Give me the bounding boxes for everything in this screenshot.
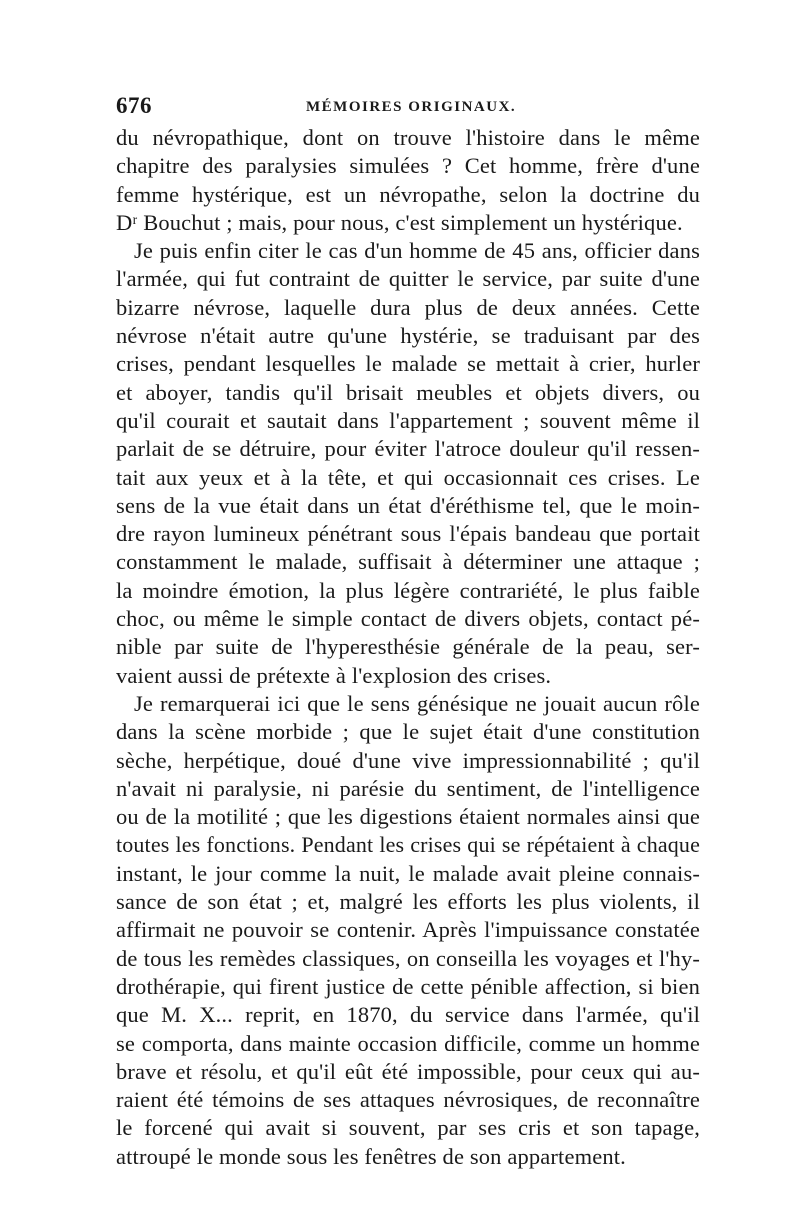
text-line: sèche, herpétique, doué d'une vive impressionnabilité ; qu'il	[116, 747, 700, 773]
text-line: qu'il courait et sautait dans l'appartement ; souvent même il	[116, 407, 700, 433]
text-line: se comporta, dans mainte occasion difficile, comme un homme	[116, 1030, 700, 1056]
text-line: femme hystérique, est un névropathe, selon la doctrine du	[116, 181, 700, 207]
text-line: Je puis enfin citer le cas d'un homme de 45 ans, officier dans	[134, 238, 700, 264]
text-line: bizarre névrose, laquelle dura plus de deux années. Cette	[116, 294, 700, 320]
page-header	[116, 93, 700, 123]
text-line: du névropathique, dont on trouve l'histoire dans le même	[116, 125, 700, 150]
text-line: sens de la vue était dans un état d'éréthisme tel, que le moin-	[116, 492, 700, 518]
text-line: nible par suite de l'hyperesthésie générale de la peau, ser-	[116, 634, 700, 660]
text-line: chapitre des paralysies simulées ? Cet homme, frère d'une	[116, 153, 700, 179]
text-line: que M. X... reprit, en 1870, du service dans l'armée, qu'il	[116, 1002, 700, 1028]
text-line: crises, pendant lesquelles le malade se mettait à crier, hurler	[116, 351, 700, 377]
text-line: constamment le malade, suffisait à déterminer une attaque ;	[116, 549, 700, 575]
text-line: Dʳ Bouchut ; mais, pour nous, c'est simplement un hystérique.	[116, 209, 683, 235]
text-line: parlait de se détruire, pour éviter l'atroce douleur qu'il ressen-	[116, 436, 700, 462]
text-line: sance de son état ; et, malgré les efforts les plus violents, il	[116, 889, 700, 915]
text-line: le forcené qui avait si souvent, par ses cris et son tapage,	[116, 1115, 700, 1141]
text-line: tait aux yeux et à la tête, et qui occasionnait ces crises. Le	[116, 464, 700, 490]
text-line: brave et résolu, et qu'il eût été impossible, pour ceux qui au-	[116, 1058, 700, 1084]
text-line: dans la scène morbide ; que le sujet était d'une constitution	[116, 719, 700, 745]
text-line: drothérapie, qui firent justice de cette pénible affection, si bien	[116, 973, 700, 999]
text-line: choc, ou même le simple contact de divers objets, contact pé-	[116, 606, 700, 632]
text-line: ou de la motilité ; que les digestions étaient normales ainsi que	[116, 804, 700, 830]
text-line: attroupé le monde sous les fenêtres de son appartement.	[116, 1143, 626, 1169]
text-line: névrose n'était autre qu'une hystérie, se traduisant par des	[116, 323, 700, 349]
text-line: raient été témoins de ses attaques névrosiques, de reconnaître	[116, 1087, 700, 1113]
text-line: de tous les remèdes classiques, on conseilla les voyages et l'hy-	[116, 945, 700, 971]
text-line: dre rayon lumineux pénétrant sous l'épais bandeau que portait	[116, 521, 700, 547]
text-line: la moindre émotion, la plus légère contrariété, le plus faible	[116, 577, 700, 603]
text-line: Je remarquerai ici que le sens génésique ne jouait aucun rôle	[134, 690, 700, 716]
text-line: l'armée, qui fut contraint de quitter le service, par suite d'une	[116, 266, 700, 292]
text-line: et aboyer, tandis qu'il brisait meubles et objets divers, ou	[116, 379, 700, 405]
text-line: n'avait ni paralysie, ni parésie du sentiment, de l'intelligence	[116, 775, 700, 801]
body-text	[116, 124, 700, 1171]
text-line: affirmait ne pouvoir se contenir. Après l'impuissance constatée	[116, 917, 700, 943]
running-title: MÉMOIRES ORIGINAUX.	[306, 99, 517, 115]
text-line: vaient aussi de prétexte à l'explosion des crises.	[116, 662, 552, 688]
text-line: instant, le jour comme la nuit, le malade avait pleine connais-	[116, 860, 700, 886]
text-line: toutes les fonctions. Pendant les crises qui se répétaient à chaque	[116, 832, 700, 858]
page-number: 676	[116, 93, 152, 118]
